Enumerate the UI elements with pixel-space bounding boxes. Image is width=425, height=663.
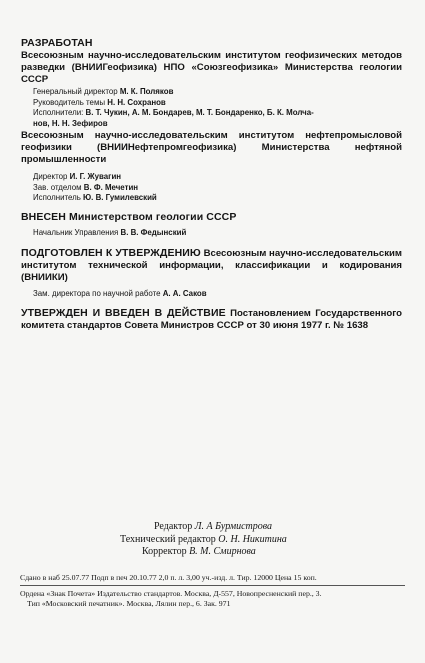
credit-role: Корректор xyxy=(142,546,187,557)
prepared-text: Всесоюзным научно-исследовательским институтом технической информации, классификации и кодирования (ВНИИКИ) xyxy=(21,248,402,283)
person-row xyxy=(33,87,402,98)
person-row xyxy=(33,98,402,109)
person-row xyxy=(33,172,402,183)
executors-names-cont: нов, Н. Н. Зефиров xyxy=(33,118,108,128)
introduced-line xyxy=(21,211,402,223)
developed-heading: РАЗРАБОТАН xyxy=(21,37,93,49)
org2-people xyxy=(33,172,402,204)
divider xyxy=(20,585,405,586)
person-role: Начальник Управления xyxy=(33,228,119,237)
person-name: В. Ф. Мечетин xyxy=(83,182,139,192)
org1-people xyxy=(33,87,402,129)
prepared-para xyxy=(21,247,402,284)
developer-org-1: Всесоюзным научно-исследовательским институтом геофизических методов разведки (ВНИИГеофизика) НПО «Союзгеофизика» Министерства геологии СССР xyxy=(21,50,402,85)
credit-row xyxy=(120,534,380,547)
credit-role: Редактор xyxy=(154,521,193,532)
editorial-credits xyxy=(120,521,380,559)
person-name: И. Г. Жувагин xyxy=(69,172,122,181)
person-role: Зам. директора по научной работе xyxy=(33,289,161,298)
person-row xyxy=(33,228,402,239)
credit-name: Л. А Бурмистрова xyxy=(194,521,273,532)
executors-label: Исполнители: xyxy=(33,108,84,118)
imprint-line-3: Тип «Московский печатник». Москва, Лялин пер., 6. Зак. 971 xyxy=(27,599,231,608)
person-row xyxy=(33,289,402,300)
credit-row xyxy=(120,521,380,534)
introduced-people xyxy=(33,228,402,239)
credit-name: В. М. Смирнова xyxy=(189,546,256,557)
approved-heading: УТВЕРЖДЕН И ВВЕДЕН В ДЕЙСТВИЕ xyxy=(21,307,226,319)
person-name: М. К. Поляков xyxy=(119,87,174,96)
credit-name: О. Н. Никитина xyxy=(218,533,287,545)
prepared-people xyxy=(33,289,402,300)
person-name: Ю. В. Гумилевский xyxy=(83,193,157,203)
person-role: Руководитель темы xyxy=(33,97,106,107)
person-role: Директор xyxy=(33,172,68,181)
person-row xyxy=(33,183,402,194)
imprint-publisher xyxy=(20,589,405,609)
person-name: Н. Н. Сохранов xyxy=(107,97,166,107)
prepared-heading: ПОДГОТОВЛЕН К УТВЕРЖДЕНИЮ xyxy=(21,247,201,259)
person-role: Исполнитель xyxy=(33,193,81,203)
credit-role: Технический редактор xyxy=(120,533,216,545)
approved-para xyxy=(21,307,402,332)
person-row xyxy=(33,193,402,204)
credit-row xyxy=(120,546,380,559)
imprint-line-1: Сдано в наб 25.07.77 Подп в печ 20.10.77 2,0 п. л. 3,00 уч.-изд. л. Тир. 12000 Цена 15 коп. xyxy=(20,573,317,582)
imprint-line-2: Ордена «Знак Почета» Издательство стандартов. Москва, Д-557, Новопресненский пер., 3. xyxy=(20,589,322,598)
executors-names: В. Т. Чукин, А. М. Бондарев, М. Т. Бондаренко, Б. К. Молча- xyxy=(85,108,314,118)
introduced-text: Министерством геологии СССР xyxy=(68,211,237,223)
introduced-heading: ВНЕСЕН xyxy=(21,211,66,223)
person-name: В. В. Федынский xyxy=(120,228,187,237)
developer-org-2: Всесоюзным научно-исследовательским институтом нефтепромысловой геофизики (ВНИИНефтепромгеофизика) Министерства нефтяной промышленности xyxy=(21,130,402,165)
executors-row xyxy=(33,108,402,119)
person-role: Генеральный директор xyxy=(33,87,118,96)
approved-text: Постановлением Государственного комитета стандартов Совета Министров СССР от 30 июня 1977 г. № 1638 xyxy=(21,308,402,331)
person-name: А. А. Саков xyxy=(162,289,207,298)
person-role: Зав. отделом xyxy=(33,182,82,192)
